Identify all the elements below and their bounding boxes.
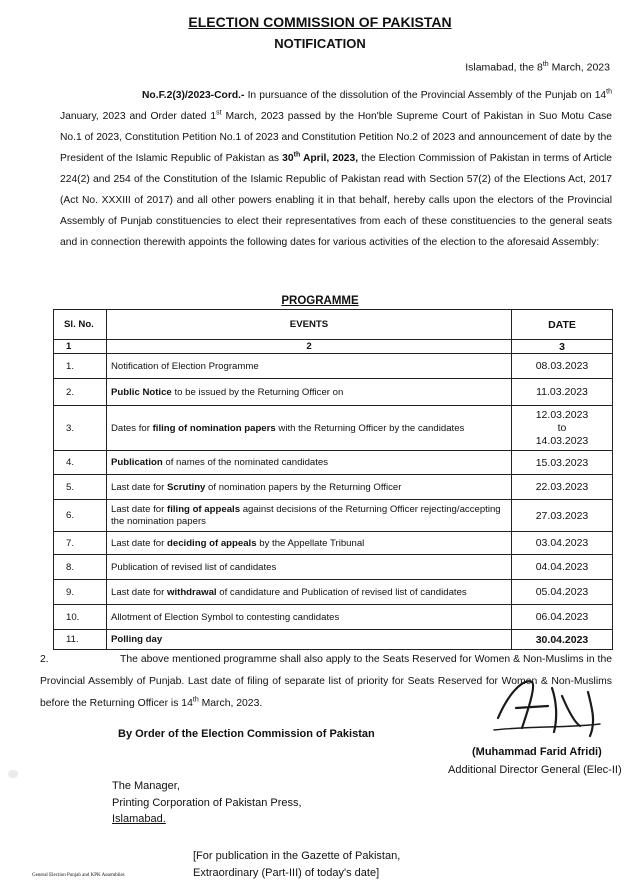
- row-sl: 7.: [54, 532, 107, 555]
- row-date: 05.04.2023: [512, 580, 613, 605]
- table-row: [54, 500, 613, 532]
- row-date: 30.04.2023: [512, 630, 613, 650]
- table-row: [54, 451, 613, 475]
- row-event: Dates for filing of nomination papers with the Returning Officer by the candidates: [107, 406, 512, 451]
- row-date-range: 12.03.2023 to 14.03.2023: [512, 406, 613, 451]
- header-date: DATE: [512, 310, 613, 340]
- footer-text: General Election Punjab and KPK Assemblies: [32, 873, 125, 878]
- paragraph-number: 2.: [40, 654, 49, 665]
- row-date: 27.03.2023: [512, 500, 613, 532]
- table-row: [54, 555, 613, 580]
- table-row: [54, 532, 613, 555]
- main-paragraph: No.F.2(3)/2023-Cord.- In pursuance of the dissolution of the Provincial Assembly of the Punjab on 14th January, 2023 and Order dated 1st March, 2023 passed by the Hon'ble Supreme Court of Pakistan in Suo Motu Case No.1 of 2023, Constitution Petition No.1 of 2023 and Constitution Petition No.2 of 2023 and announcement of date by the President of the Islamic Republic of Pakistan as 30th April, 2023, the Election Commission of Pakistan in terms of Article 224(2) and 254 of the Constitution of the Islamic Republic of Pakistan read with Section 57(2) of the Elections Act, 2017 (Act No. XXXIII of 2017) and all other powers enabling it in that behalf, hereby calls upon the electors of the Provincial Assembly of Punjab constituencies to elect their representatives from each of these constituencies to the general seats and in connection therewith appoints the following dates for various activities of the election to the aforesaid Assembly:: [60, 88, 612, 248]
- table-row: [54, 630, 613, 650]
- row-event: Notification of Election Programme: [107, 354, 512, 379]
- signer-name: (Muhammad Farid Afridi): [472, 746, 602, 758]
- row-event: Last date for Scrutiny of nomination papers by the Returning Officer: [107, 475, 512, 500]
- document-subtitle: NOTIFICATION: [274, 36, 366, 51]
- row-event: Last date for deciding of appeals by the Appellate Tribunal: [107, 532, 512, 555]
- table-row: [54, 354, 613, 379]
- row-event: Polling day: [107, 630, 512, 650]
- signer-designation: Additional Director General (Elec-II): [448, 764, 622, 776]
- col-number: 1: [54, 340, 107, 354]
- header-sl-no: Sl. No.: [54, 310, 107, 340]
- poll-date: 30th April, 2023,: [282, 151, 359, 164]
- table-row: [54, 580, 613, 605]
- place-date: Islamabad, the 8th March, 2023: [465, 61, 610, 74]
- address-line: The Manager,: [112, 780, 180, 792]
- row-event: Publication of names of the nominated candidates: [107, 451, 512, 475]
- row-sl: 5.: [54, 475, 107, 500]
- table-row: [54, 379, 613, 406]
- row-event: Last date for withdrawal of candidature and Publication of revised list of candidates: [107, 580, 512, 605]
- row-sl: 4.: [54, 451, 107, 475]
- row-date: 22.03.2023: [512, 475, 613, 500]
- row-date: 06.04.2023: [512, 605, 613, 630]
- table-row: [54, 475, 613, 500]
- row-date: 08.03.2023: [512, 354, 613, 379]
- signature-graphic: [470, 670, 610, 750]
- header-events: EVENTS: [107, 310, 512, 340]
- row-sl: 10.: [54, 605, 107, 630]
- row-sl: 3.: [54, 406, 107, 451]
- table-row: [54, 605, 613, 630]
- table-header-row: [54, 310, 613, 340]
- document-title: ELECTION COMMISSION OF PAKISTAN: [188, 14, 452, 30]
- row-sl: 2.: [54, 379, 107, 406]
- row-event: Publication of revised list of candidates: [107, 555, 512, 580]
- row-sl: 6.: [54, 500, 107, 532]
- table-number-row: [54, 340, 613, 354]
- col-number: 3: [512, 340, 613, 354]
- row-sl: 1.: [54, 354, 107, 379]
- programme-table: [53, 309, 613, 650]
- reference-number: No.F.2(3)/2023-Cord.-: [142, 90, 245, 101]
- address-line: Islamabad.: [112, 813, 166, 825]
- row-date: 04.04.2023: [512, 555, 613, 580]
- row-sl: 11.: [54, 630, 107, 650]
- row-event: Public Notice to be issued by the Returning Officer on: [107, 379, 512, 406]
- col-number: 2: [107, 340, 512, 354]
- row-date: 11.03.2023: [512, 379, 613, 406]
- row-event: Allotment of Election Symbol to contesting candidates: [107, 605, 512, 630]
- scan-mark: [8, 770, 18, 778]
- address-line: Printing Corporation of Pakistan Press,: [112, 796, 302, 809]
- table-row: [54, 406, 613, 451]
- row-date: 15.03.2023: [512, 451, 613, 475]
- order-line: By Order of the Election Commission of Pakistan: [118, 728, 375, 740]
- row-sl: 8.: [54, 555, 107, 580]
- second-paragraph: 2. The above mentioned programme shall also apply to the Seats Reserved for Women & Non-Muslims in the Provincial Assembly of Punjab. Last date of filing of separate list of priority for Seats Reserved for Women & Non-Muslims before the Returning Officer is 14th March, 2023.: [40, 649, 612, 715]
- row-event: Last date for filing of appeals against decisions of the Returning Officer rejecting/accepting the nomination papers: [107, 500, 512, 532]
- publication-note: [For publication in the Gazette of Pakistan, Extraordinary (Part-III) of today's date]: [193, 850, 401, 879]
- address-block: [112, 778, 302, 828]
- programme-heading: PROGRAMME: [281, 295, 359, 307]
- row-date: 03.04.2023: [512, 532, 613, 555]
- row-sl: 9.: [54, 580, 107, 605]
